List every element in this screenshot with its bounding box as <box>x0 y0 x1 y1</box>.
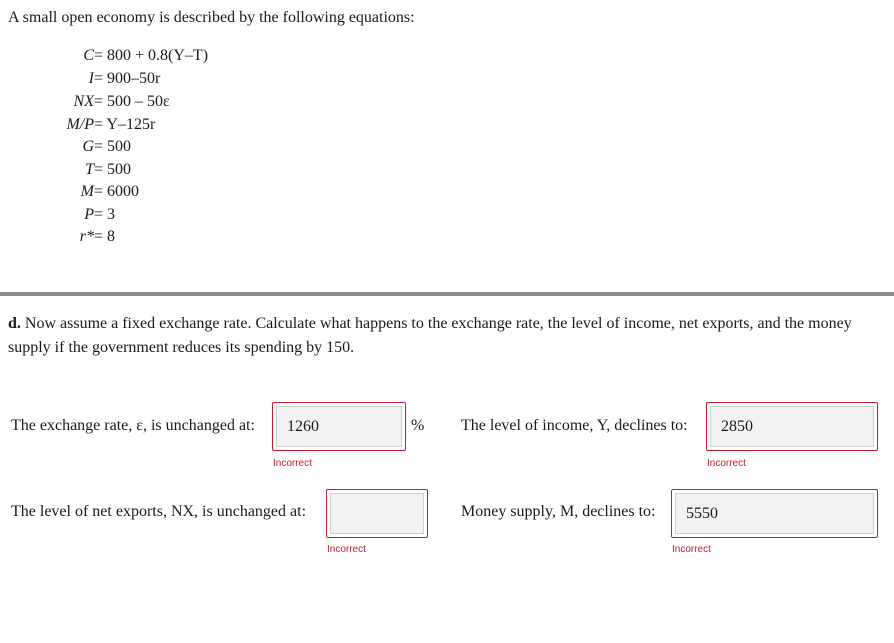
equation-lhs: r* <box>79 228 94 245</box>
net-exports-input[interactable] <box>330 493 424 534</box>
equation-rhs: = 500 – 50ε <box>94 93 170 110</box>
percent-unit: % <box>411 417 425 434</box>
equation-lhs: T <box>85 161 94 178</box>
equation-rhs: = 8 <box>94 228 116 245</box>
exchange-rate-answer-box <box>272 402 406 451</box>
section-divider <box>0 292 894 296</box>
equation-net-exports <box>0 91 300 113</box>
equation-government <box>0 136 300 158</box>
exchange-rate-input[interactable] <box>276 406 402 447</box>
question-body: Now assume a fixed exchange rate. Calculate what happens to the exchange rate, the level of income, net exports, and the money supply if the government reduces its spending by 150. <box>8 315 852 356</box>
equation-price-level <box>0 204 300 226</box>
net-exports-status: Incorrect <box>327 544 366 555</box>
equation-lhs: M <box>80 183 94 200</box>
equation-rhs: = 500 <box>94 138 132 155</box>
equation-rhs: = 6000 <box>94 183 140 200</box>
exchange-rate-label: The exchange rate, ε, is unchanged at: <box>11 417 255 434</box>
equation-lhs: C <box>83 47 94 64</box>
money-supply-status: Incorrect <box>672 544 711 555</box>
income-label: The level of income, Y, declines to: <box>461 417 688 434</box>
equation-lhs: NX <box>73 93 94 110</box>
equation-taxes <box>0 159 300 181</box>
net-exports-label: The level of net exports, NX, is unchanged at: <box>11 503 307 520</box>
money-supply-label: Money supply, M, declines to: <box>461 503 656 520</box>
equation-lhs: P <box>84 206 94 223</box>
money-supply-answer-box <box>671 489 878 538</box>
equation-rhs: = 500 <box>94 161 132 178</box>
equation-money-supply <box>0 181 300 203</box>
equation-world-rate <box>0 226 300 248</box>
question-part: d. <box>8 315 21 332</box>
money-supply-input[interactable] <box>675 493 874 534</box>
equation-consumption <box>0 45 300 67</box>
equation-money-demand <box>0 114 300 136</box>
equation-lhs: M/P <box>66 116 94 133</box>
equation-lhs: G <box>82 138 94 155</box>
income-answer-box <box>706 402 878 451</box>
equation-rhs: = 3 <box>94 206 116 223</box>
equation-rhs: = 900–50r <box>94 70 161 87</box>
equation-rhs: = Y–125r <box>94 116 156 133</box>
income-status: Incorrect <box>707 458 746 469</box>
income-input[interactable] <box>710 406 874 447</box>
net-exports-answer-box <box>326 489 428 538</box>
exchange-rate-status: Incorrect <box>273 458 312 469</box>
question-text <box>8 312 868 360</box>
equation-investment <box>0 68 300 90</box>
equation-rhs: = 800 + 0.8(Y–T) <box>94 47 209 64</box>
problem-intro: A small open economy is described by the following equations: <box>8 9 415 26</box>
equation-lhs: I <box>88 70 94 87</box>
